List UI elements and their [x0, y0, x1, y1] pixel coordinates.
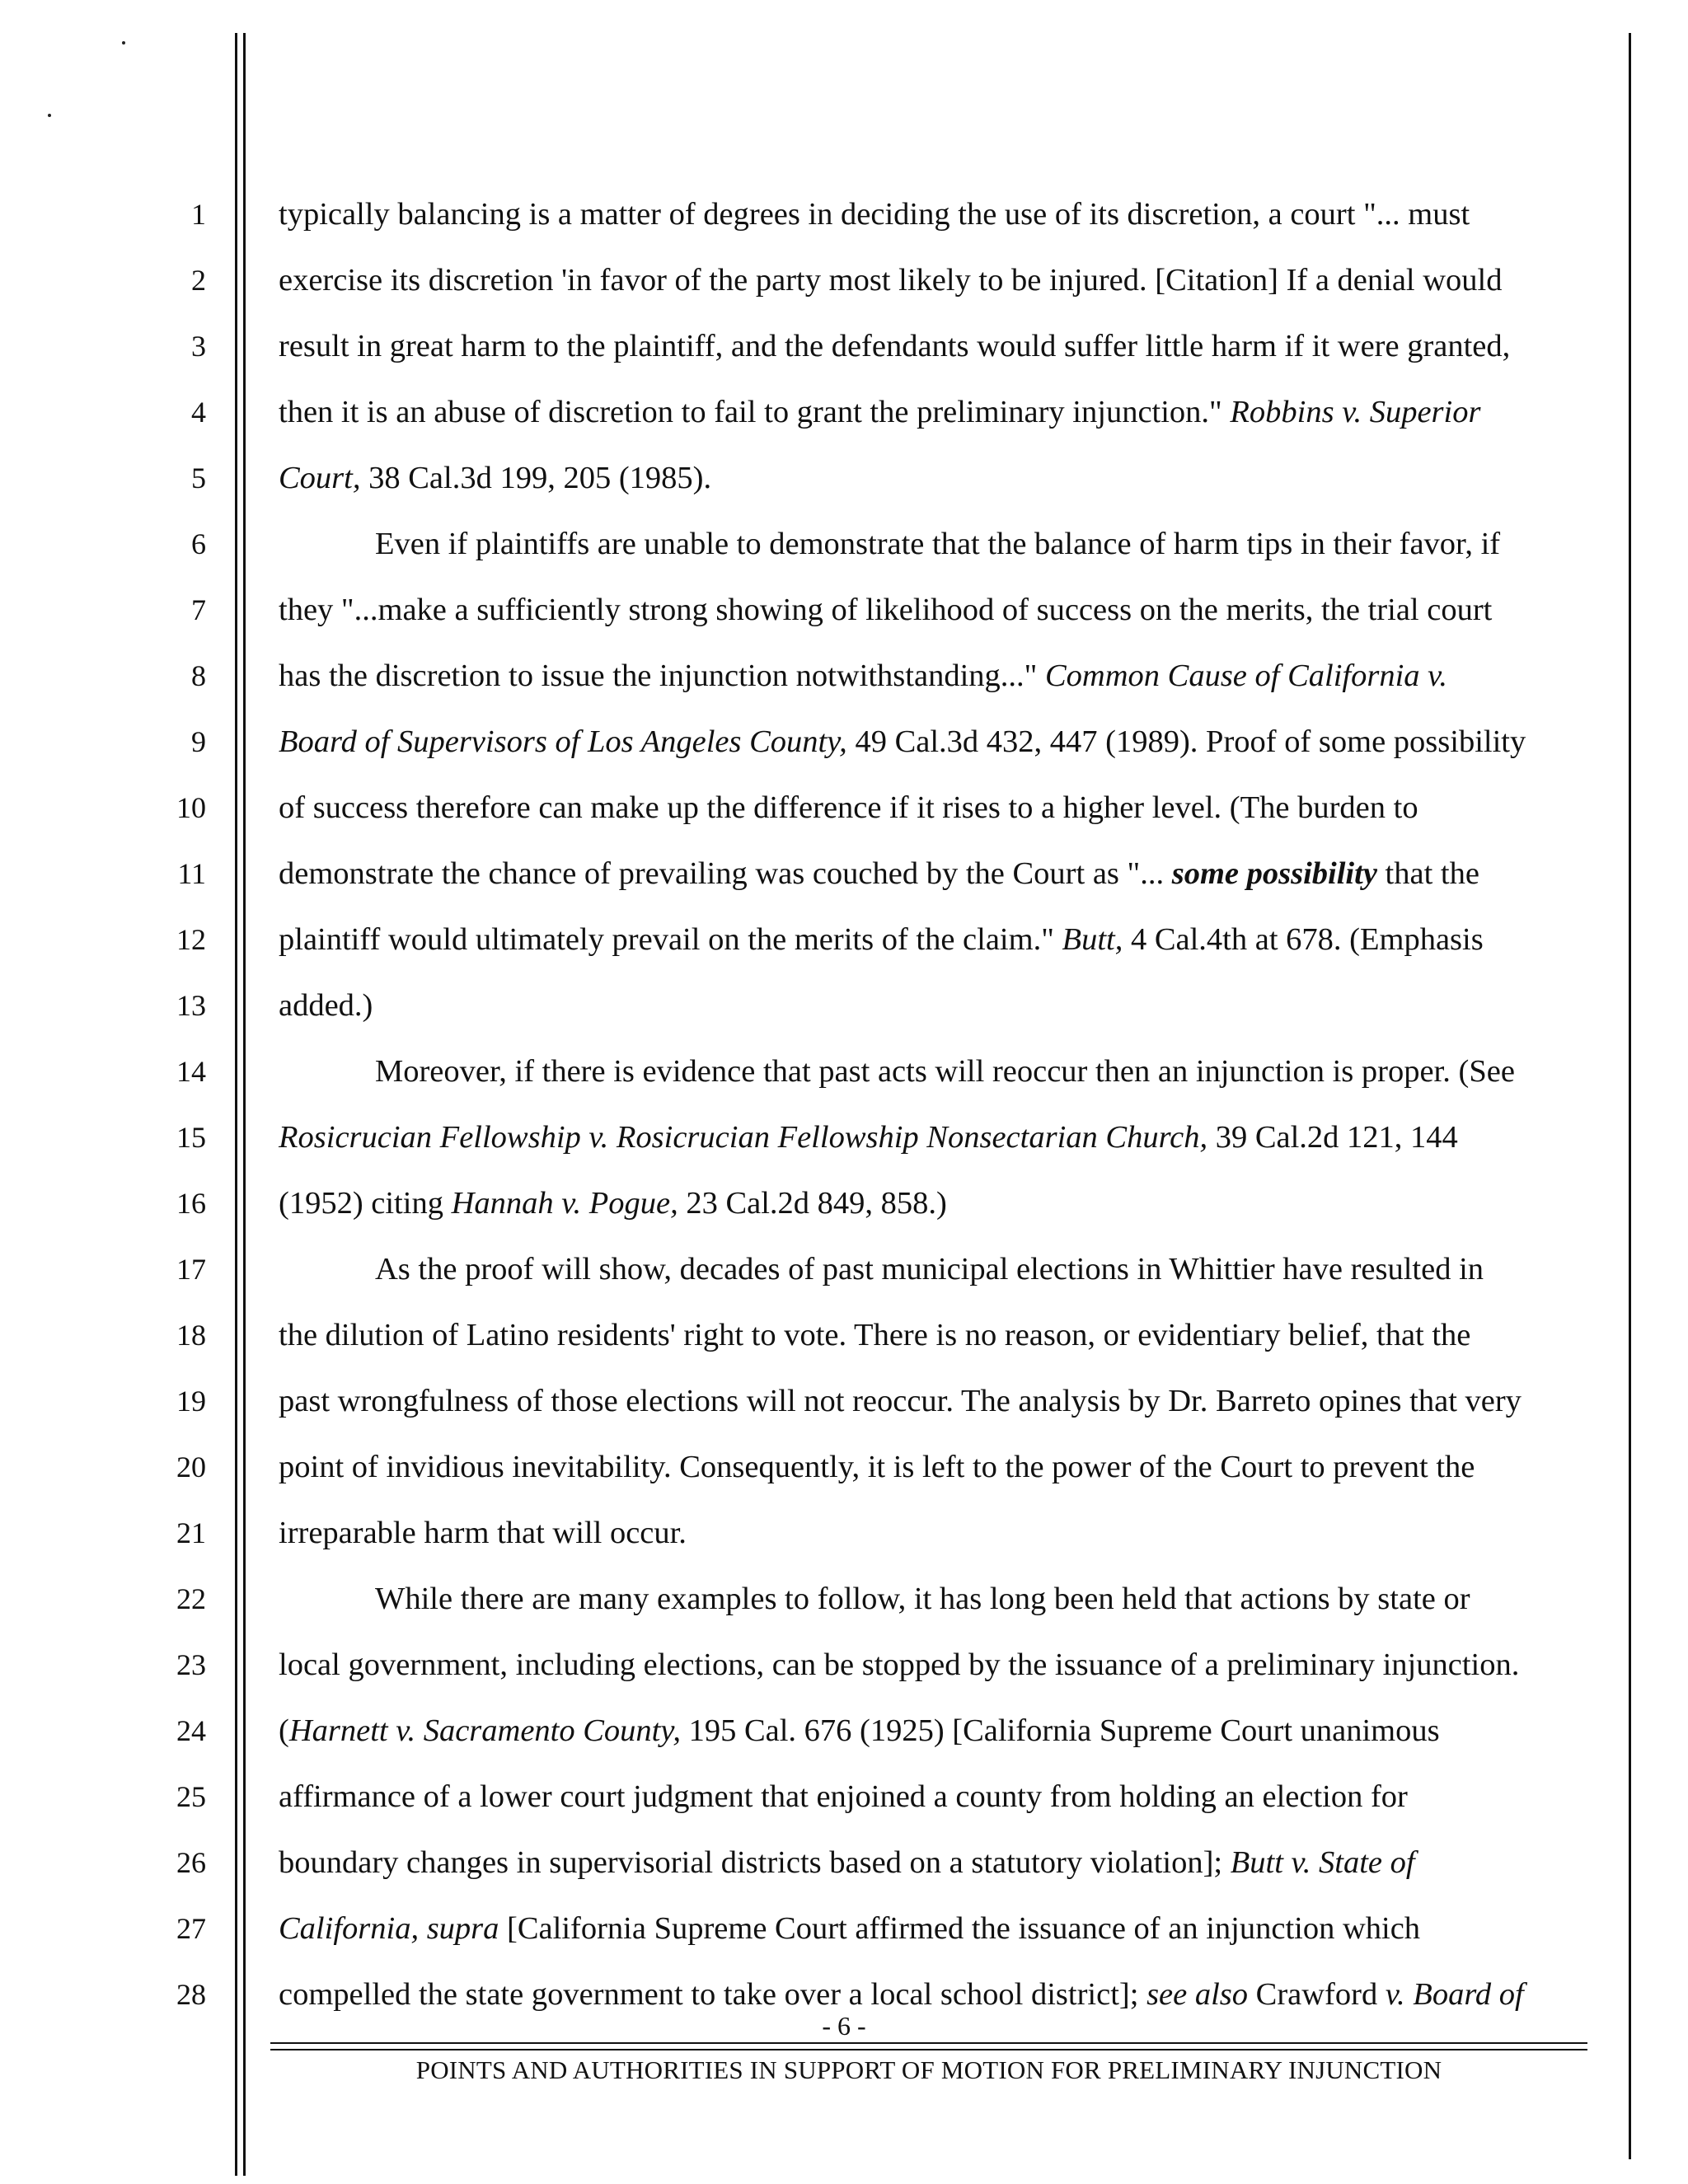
text-segment: of success therefore can make up the difference if it rises to a higher level. (The burden to [279, 790, 1418, 825]
line-number: 23 [176, 1648, 206, 1681]
citation-text: Robbins v. Superior [1230, 395, 1481, 429]
citation-text: Harnett v. Sacramento County, [288, 1713, 681, 1748]
text-segment: has the discretion to issue the injunction notwithstanding..." [279, 658, 1045, 693]
text-segment: point of invidious inevitability. Consequently, it is left to the power of the Court to prevent the [279, 1450, 1475, 1484]
citation-text: Rosicrucian Fellowship v. Rosicrucian Fellowship Nonsectarian Church, [279, 1120, 1208, 1155]
footer-rule [270, 2042, 1587, 2044]
line-number: 8 [191, 659, 206, 692]
footer-document-title: POINTS AND AUTHORITIES IN SUPPORT OF MOTION FOR PRELIMINARY INJUNCTION [415, 2055, 1442, 2084]
text-line [279, 389, 1597, 455]
line-number: 15 [176, 1121, 206, 1154]
text-line [279, 1312, 1597, 1378]
text-segment: then it is an abuse of discretion to fail to grant the preliminary injunction." [279, 395, 1231, 429]
text-line [279, 587, 1597, 653]
line-number: 5 [191, 462, 206, 494]
text-line [279, 323, 1597, 389]
text-segment: 195 Cal. 676 (1925) [California Supreme Court unanimous [680, 1713, 1440, 1748]
text-line [279, 1576, 1597, 1642]
text-line [279, 521, 1597, 587]
text-line [279, 719, 1597, 785]
line-number-column [148, 191, 206, 2037]
text-segment: exercise its discretion 'in favor of the party most likely to be injured. [Citation] If a denial would [279, 263, 1503, 298]
text-line [279, 1510, 1597, 1576]
page-number: - 6 - [822, 2011, 866, 2041]
text-segment: Moreover, if there is evidence that past acts will reoccur then an injunction is proper. (See [375, 1054, 1515, 1089]
text-segment: past wrongfulness of those elections will not reoccur. The analysis by Dr. Barreto opines that very [279, 1384, 1522, 1418]
text-line [279, 1905, 1597, 1971]
text-segment: added.) [279, 988, 373, 1023]
text-line [279, 785, 1597, 851]
text-segment: 39 Cal.2d 121, 144 [1207, 1120, 1458, 1155]
text-segment: local government, including elections, can be stopped by the issuance of a preliminary injunction. [279, 1647, 1520, 1682]
text-segment: boundary changes in supervisorial districts based on a statutory violation]; [279, 1845, 1231, 1880]
text-segment: result in great harm to the plaintiff, and the defendants would suffer little harm if it were granted, [279, 329, 1511, 363]
citation-text: Butt v. State of [1230, 1845, 1415, 1880]
citation-text: see also [1146, 1977, 1249, 2012]
text-line [279, 1180, 1597, 1246]
text-line [279, 191, 1597, 257]
text-line [279, 1708, 1597, 1774]
citation-text: California, supra [279, 1911, 499, 1946]
brief-body-text [279, 191, 1597, 2037]
line-number: 26 [176, 1846, 206, 1879]
line-number: 2 [191, 264, 206, 297]
line-number: 11 [177, 857, 206, 890]
text-segment: compelled the state government to take over a local school district]; [279, 1977, 1147, 2012]
citation-text: Common Cause of California v. [1044, 658, 1448, 693]
line-number: 21 [176, 1516, 206, 1549]
text-line [279, 982, 1597, 1048]
text-line [279, 1774, 1597, 1840]
text-segment: that the [1376, 856, 1479, 891]
line-number: 4 [191, 396, 206, 429]
text-line [279, 455, 1597, 521]
text-line [279, 1114, 1597, 1180]
text-line [279, 1048, 1597, 1114]
line-number: 22 [176, 1582, 206, 1615]
citation-text: Court, [279, 461, 361, 495]
line-number: 10 [176, 791, 206, 824]
text-segment: (1952) citing [279, 1186, 452, 1221]
line-number: 9 [191, 725, 206, 758]
text-segment: While there are many examples to follow, it has long been held that actions by state or [375, 1582, 1470, 1616]
line-number: 7 [191, 593, 206, 626]
scan-speck [48, 114, 51, 117]
text-line [279, 1378, 1597, 1444]
text-segment: 49 Cal.3d 432, 447 (1989). Proof of some possibility [846, 724, 1526, 759]
text-segment: As the proof will show, decades of past municipal elections in Whittier have resulted in [375, 1252, 1484, 1286]
line-number: 1 [191, 198, 206, 231]
text-segment: demonstrate the chance of prevailing was couched by the Court as "... [279, 856, 1172, 891]
text-segment: the dilution of Latino residents' right to vote. There is no reason, or evidentiary belief, that the [279, 1318, 1471, 1352]
line-number: 17 [176, 1253, 206, 1286]
text-segment: Crawford [1248, 1977, 1386, 2012]
line-number: 18 [176, 1319, 206, 1352]
text-segment: typically balancing is a matter of degrees in deciding the use of its discretion, a court "... must [279, 197, 1470, 232]
text-segment: [California Supreme Court affirmed the issuance of an injunction which [499, 1911, 1421, 1946]
citation-text: v. Board of [1385, 1977, 1524, 2012]
text-line [279, 851, 1597, 916]
text-segment: plaintiff would ultimately prevail on the merits of the claim." [279, 922, 1062, 957]
line-number: 27 [176, 1912, 206, 1945]
text-segment: 23 Cal.2d 849, 858.) [678, 1186, 947, 1221]
line-number: 20 [176, 1451, 206, 1483]
text-line [279, 1246, 1597, 1312]
text-segment: ( [279, 1713, 289, 1748]
left-margin-rule [235, 33, 237, 2176]
line-number: 19 [176, 1385, 206, 1418]
right-margin-rule [1629, 33, 1631, 2159]
line-number: 24 [176, 1714, 206, 1747]
line-number: 25 [176, 1780, 206, 1813]
text-segment: 4 Cal.4th at 678. (Emphasis [1123, 922, 1484, 957]
citation-text: Butt, [1062, 922, 1123, 957]
text-line [279, 1444, 1597, 1510]
text-segment: affirmance of a lower court judgment that enjoined a county from holding an election for [279, 1779, 1408, 1814]
text-line [279, 653, 1597, 719]
line-number: 6 [191, 527, 206, 560]
citation-text: Hannah v. Pogue, [451, 1186, 678, 1221]
line-number: 3 [191, 330, 206, 363]
text-line [279, 916, 1597, 982]
text-line [279, 1642, 1597, 1708]
line-number: 16 [176, 1187, 206, 1220]
text-segment: irreparable harm that will occur. [279, 1516, 687, 1550]
text-segment: 38 Cal.3d 199, 205 (1985). [360, 461, 712, 495]
text-segment: they "...make a sufficiently strong showing of likelihood of success on the merits, the trial court [279, 593, 1493, 627]
left-margin-rule [243, 33, 246, 2176]
footer-rule [270, 2049, 1587, 2050]
scan-speck [122, 41, 125, 45]
text-segment: Even if plaintiffs are unable to demonstrate that the balance of harm tips in their favor, if [375, 527, 1501, 561]
line-number: 28 [176, 1978, 206, 2011]
text-line [279, 257, 1597, 323]
citation-text: some possibility [1171, 856, 1377, 891]
text-line [279, 1840, 1597, 1905]
citation-text: Board of Supervisors of Los Angeles County, [279, 724, 847, 759]
line-number: 13 [176, 989, 206, 1022]
line-number: 12 [176, 923, 206, 956]
line-number: 14 [176, 1055, 206, 1088]
